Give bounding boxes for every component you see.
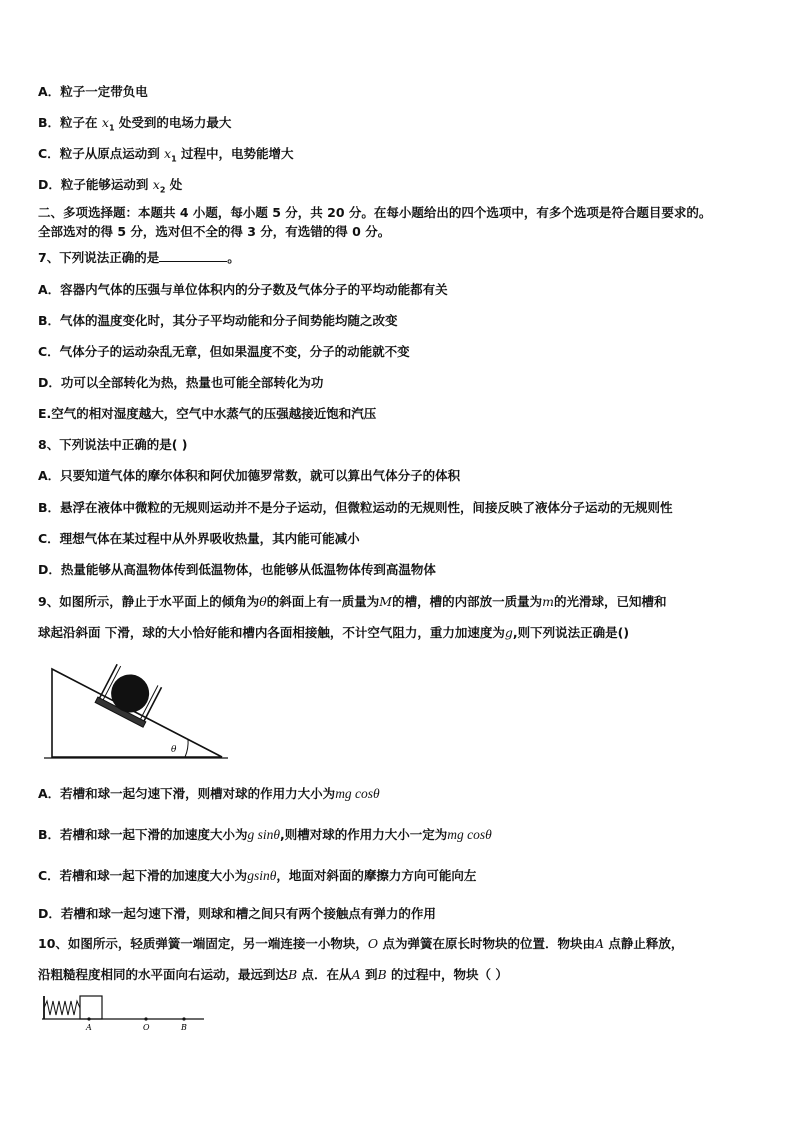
q6-option-c: C．粒子从原点运动到 $x_1$ 过程中，电势能增大 [38, 146, 294, 164]
section2-heading-line2: 全部选对的得 5 分，选对但不全的得 3 分，有选错的得 0 分。 [38, 224, 391, 239]
q9-option-a: A．若槽和球一起匀速下滑，则槽对球的作用力大小为mg cosθ [38, 786, 380, 801]
q8-option-a: A．只要知道气体的摩尔体积和阿伏加德罗常数，就可以算出气体分子的体积 [38, 468, 461, 483]
q10-stem-line2: 沿粗糙程度相同的水平面向右运动，最远到达B 点．在从A 到B 的过程中，物块（ ） [38, 967, 508, 982]
incline-figure [40, 655, 230, 763]
answer-blank [159, 251, 227, 262]
q10-stem-line1: 10、如图所示，轻质弹簧一端固定，另一端连接一小物块，O 点为弹簧在原长时物块的位置．物块由A 点静止释放， [38, 936, 684, 951]
point-b-dot [182, 1017, 185, 1020]
section2-heading-line1: 二、多项选择题：本题共 4 小题，每小题 5 分，共 20 分。在每小题给出的四个选项中，有多个选项是符合题目要求的。 [38, 205, 712, 220]
q9-stem-line2: 球起沿斜面 下滑，球的大小恰好能和槽内各面相接触，不计空气阻力，重力加速度为g,则下列说法正确是() [38, 625, 630, 640]
point-b-label: B [181, 1023, 187, 1032]
q8-stem: 8、下列说法中正确的是( ) [38, 437, 188, 452]
q7-option-a: A．容器内气体的压强与单位体积内的分子数及气体分子的平均动能都有关 [38, 282, 448, 297]
block [80, 996, 102, 1019]
q9-stem-line1: 9、如图所示，静止于水平面上的倾角为θ的斜面上有一质量为M的槽，槽的内部放一质量为m的光滑球，已知槽和 [38, 594, 667, 609]
q7-option-b: B．气体的温度变化时，其分子平均动能和分子间势能均随之改变 [38, 313, 398, 328]
q9-option-c: C．若槽和球一起下滑的加速度大小为gsinθ，地面对斜面的摩擦力方向可能向左 [38, 868, 477, 883]
groove-with-ball [95, 663, 163, 727]
q7-option-c: C．气体分子的运动杂乱无章，但如果温度不变，分子的动能就不变 [38, 344, 410, 359]
q8-option-b: B．悬浮在液体中微粒的无规则运动并不是分子运动，但微粒运动的无规则性，间接反映了液体分子运动的无规则性 [38, 500, 673, 515]
spring-figure [38, 992, 210, 1032]
q9-option-b: B．若槽和球一起下滑的加速度大小为g sinθ,则槽对球的作用力大小一定为mg cosθ [38, 827, 492, 842]
point-o-label: O [143, 1023, 150, 1032]
q9-option-d: D．若槽和球一起匀速下滑，则球和槽之间只有两个接触点有弹力的作用 [38, 906, 436, 921]
spring [44, 1001, 80, 1015]
q6-option-a: A．粒子一定带负电 [38, 84, 148, 99]
point-a-label: A [86, 1023, 92, 1032]
q8-option-c: C．理想气体在某过程中从外界吸收热量，其内能可能减小 [38, 531, 360, 546]
point-a-dot [87, 1017, 90, 1020]
angle-arc [185, 739, 188, 757]
q7-option-d: D．功可以全部转化为热，热量也可能全部转化为功 [38, 375, 324, 390]
angle-label: θ [171, 745, 177, 755]
q6-option-b: B．粒子在 $x_1$ 处受到的电场力最大 [38, 115, 232, 133]
point-o-dot [144, 1017, 147, 1020]
q6-option-d: D．粒子能够运动到 $x_2$ 处 [38, 177, 183, 195]
q7-option-e: E.空气的相对湿度越大，空气中水蒸气的压强越接近饱和汽压 [38, 406, 377, 421]
q8-option-d: D．热量能够从高温物体传到低温物体，也能够从低温物体传到高温物体 [38, 562, 436, 577]
q7-stem: 7、下列说法正确的是 。 [38, 250, 240, 265]
